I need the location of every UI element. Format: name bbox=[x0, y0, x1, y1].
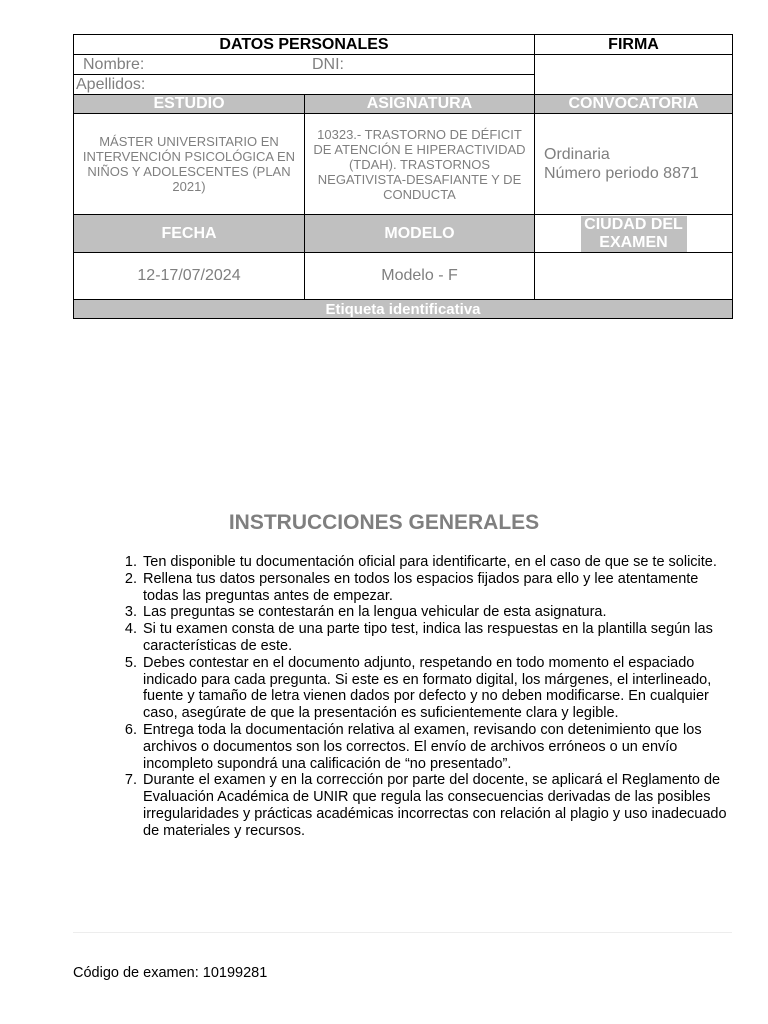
instruction-item: 1. Ten disponible tu documentación oficial para identificarte, en el caso de que se te solicite. bbox=[124, 554, 717, 570]
firma-header: FIRMA bbox=[535, 35, 733, 55]
convocatoria-period: Número periodo 8871 bbox=[544, 165, 699, 182]
personal-data-table bbox=[73, 34, 733, 319]
instructions-title: INSTRUCCIONES GENERALES bbox=[228, 511, 540, 534]
instructions-list bbox=[124, 554, 735, 840]
firma-box[interactable] bbox=[535, 55, 733, 95]
nombre-label: Nombre: bbox=[83, 56, 145, 73]
ciudad-header-cell bbox=[535, 215, 733, 253]
modelo-value: Modelo - F bbox=[305, 253, 535, 300]
apellidos-label: Apellidos: bbox=[76, 76, 146, 93]
instruction-item: 6. Entrega toda la documentación relativa al examen, revisando con detenimiento que los archivos o documentos son los correctos. El envío de archivos erróneos o un envío incompleto supondrá una calificación de “no presentado”. bbox=[124, 721, 702, 772]
ciudad-field[interactable] bbox=[535, 253, 733, 300]
datos-personales-header: DATOS PERSONALES bbox=[74, 35, 535, 55]
asignatura-header: ASIGNATURA bbox=[305, 95, 535, 114]
asignatura-value: 10323.- TRASTORNO DE DÉFICIT DE ATENCIÓN E HIPERACTIVIDAD (TDAH). TRASTORNOS NEGATIVISTA-DESAFIANTE Y DE CONDUCTA bbox=[313, 126, 526, 202]
instruction-item: 4. Si tu examen consta de una parte tipo test, indica las respuestas en la plantilla según las características de este. bbox=[124, 621, 713, 654]
convocatoria-type: Ordinaria bbox=[544, 146, 610, 163]
ciudad-header: CIUDAD DEL EXAMEN bbox=[581, 216, 687, 252]
instruction-item: 2. Rellena tus datos personales en todos los espacios fijados para ello y lee atentamente todas las preguntas antes de empezar. bbox=[124, 570, 699, 604]
fecha-header: FECHA bbox=[74, 215, 305, 253]
etiqueta-identificativa: Etiqueta identificativa bbox=[74, 300, 733, 319]
instruction-item: 7. Durante el examen y en la corrección por parte del docente, se aplicará el Reglamento de Evaluación Académica de UNIR que regula las consecuencias derivadas de las posibles irregularidades y prácticas académicas incorrectas con relación al plagio y uso inadecuado de materiales y recursos. bbox=[124, 772, 727, 839]
footer-divider bbox=[73, 932, 732, 933]
estudio-value: MÁSTER UNIVERSITARIO EN INTERVENCIÓN PSICOLÓGICA EN NIÑOS Y ADOLESCENTES (PLAN 2021) bbox=[82, 134, 296, 194]
instruction-item: 3. Las preguntas se contestarán en la lengua vehicular de esta asignatura. bbox=[124, 604, 607, 621]
estudio-header: ESTUDIO bbox=[74, 95, 305, 114]
exam-code: Código de examen: 10199281 bbox=[73, 965, 268, 981]
instruction-item: 5. Debes contestar en el documento adjunto, respetando en todo momento el espaciado indicado para cada pregunta. Si este es en formato digital, los márgenes, el interlineado, fuente y tamaño de letra vienen dados por defecto y no deben modificarse. En cualquier caso, asegúrate de que la presentación es suficientemente clara y legible. bbox=[124, 654, 712, 722]
modelo-header: MODELO bbox=[305, 215, 535, 253]
fecha-value: 12-17/07/2024 bbox=[74, 253, 305, 300]
dni-label: DNI: bbox=[312, 56, 344, 73]
nombre-dni-field[interactable] bbox=[74, 55, 535, 75]
apellidos-field[interactable] bbox=[74, 75, 535, 95]
convocatoria-header: CONVOCATORIA bbox=[535, 95, 733, 114]
